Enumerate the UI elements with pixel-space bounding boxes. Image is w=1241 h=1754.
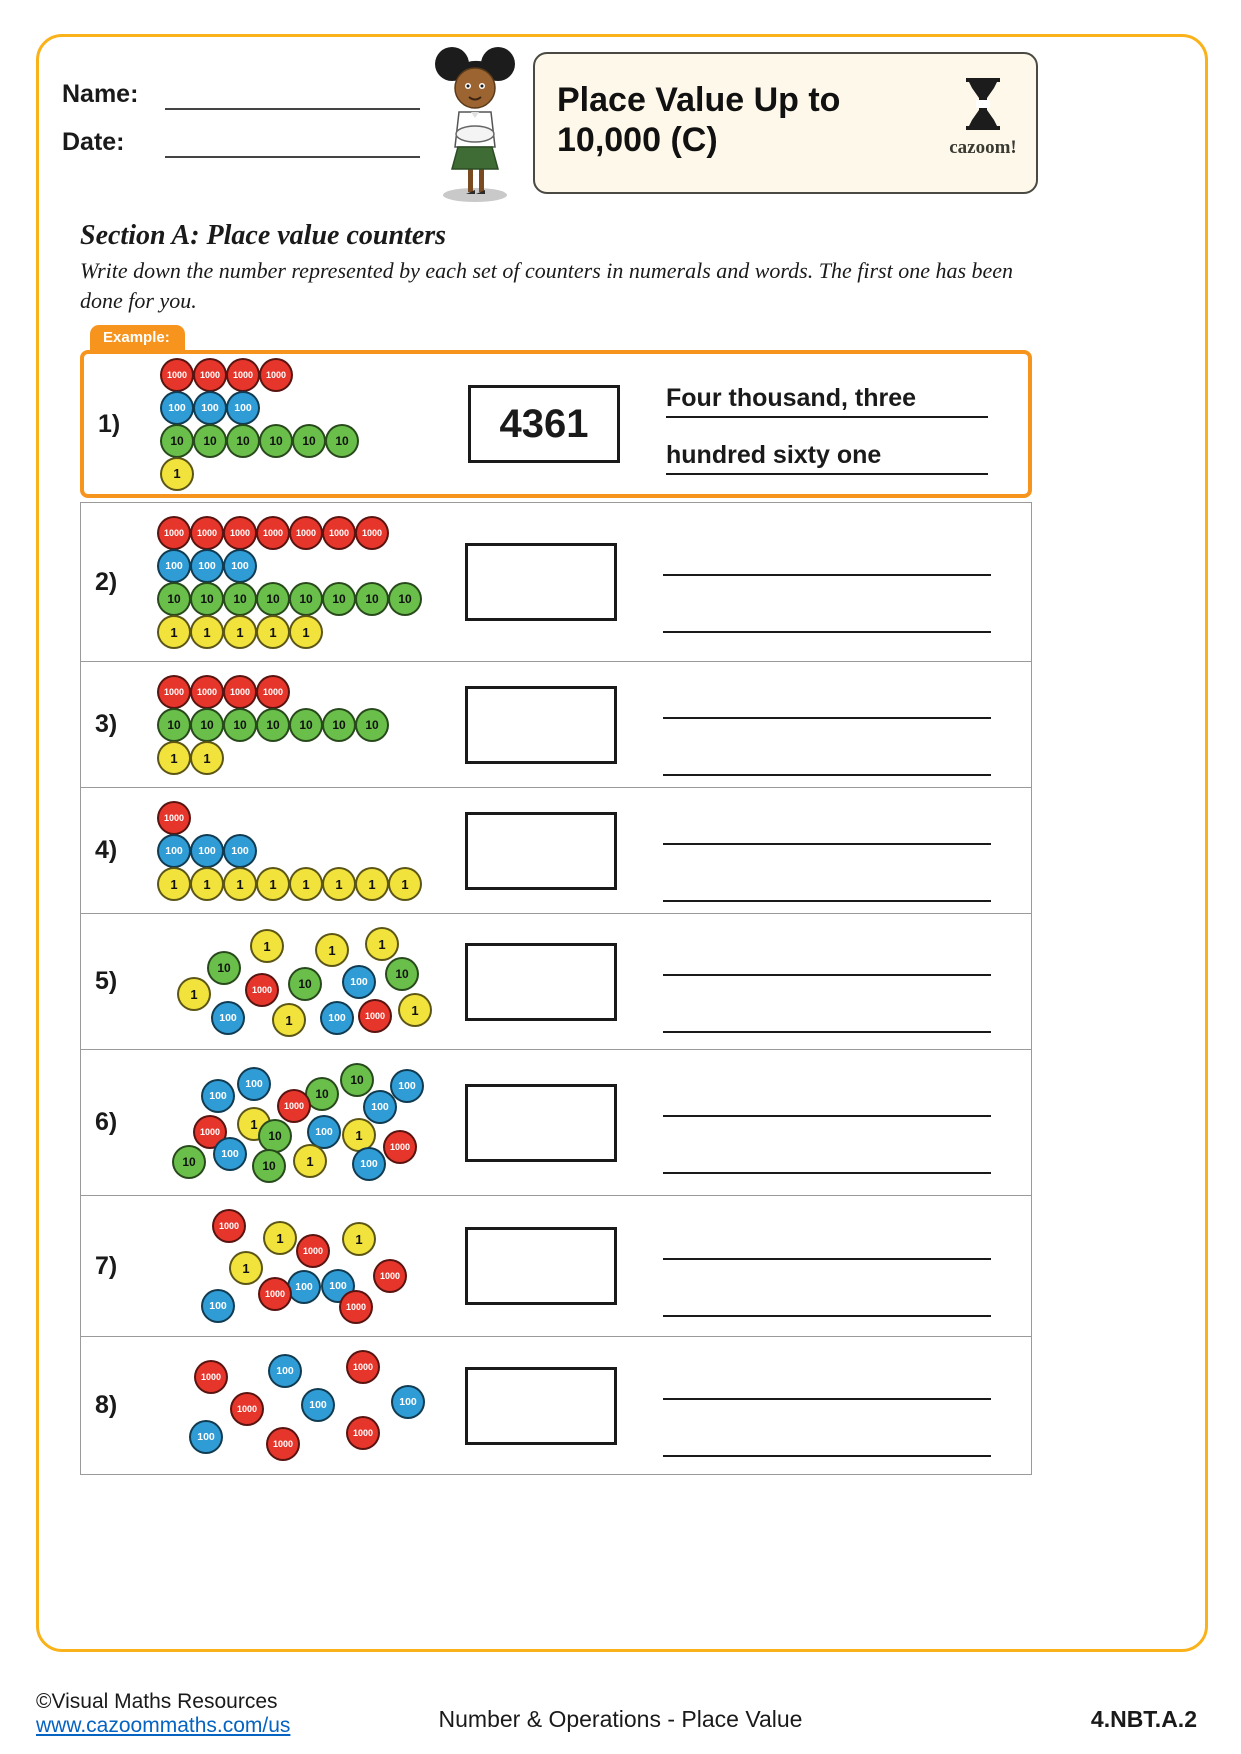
- counter-10: 10: [259, 424, 293, 458]
- copyright-text: ©Visual Maths Resources: [36, 1690, 278, 1713]
- counter-1000: 1000: [194, 1360, 228, 1394]
- counter-10: 10: [322, 708, 356, 742]
- counter-1: 1: [272, 1003, 306, 1037]
- counter-10: 10: [340, 1063, 374, 1097]
- counter-1: 1: [355, 867, 389, 901]
- counter-10: 10: [325, 424, 359, 458]
- counter-1000: 1000: [289, 516, 323, 550]
- counters-area: [153, 1337, 465, 1474]
- counter-1000: 1000: [277, 1089, 311, 1123]
- counter-100: 100: [189, 1420, 223, 1454]
- counter-1000: 1000: [266, 1427, 300, 1461]
- counter-1000: 1000: [223, 675, 257, 709]
- answer-box-wrap: [465, 943, 663, 1021]
- counter-100: 100: [301, 1388, 335, 1422]
- counter-100: 100: [160, 391, 194, 425]
- counter-1: 1: [256, 615, 290, 649]
- example-tab: Example:: [90, 325, 185, 350]
- answer-line: [663, 857, 991, 902]
- counter-100: 100: [342, 965, 376, 999]
- counter-100: 100: [157, 549, 191, 583]
- counters-area: [153, 914, 465, 1049]
- counter-1: 1: [157, 615, 191, 649]
- counter-100: 100: [391, 1385, 425, 1419]
- counter-100: 100: [226, 391, 260, 425]
- counters-area: [156, 354, 468, 494]
- answer-words: [663, 1215, 1031, 1317]
- problem-row: [84, 354, 1028, 494]
- date-label: Date:: [62, 128, 125, 156]
- counter-1000: 1000: [373, 1259, 407, 1293]
- counter-100: 100: [223, 549, 257, 583]
- counter-10: 10: [190, 708, 224, 742]
- counter-10: 10: [226, 424, 260, 458]
- section-instructions: Write down the number represented by each set of counters in numerals and words. The first one has been done for you.: [80, 258, 1014, 313]
- problem-row: [81, 1196, 1031, 1337]
- counter-10: 10: [388, 582, 422, 616]
- counter-1000: 1000: [296, 1234, 330, 1268]
- counter-10: 10: [385, 957, 419, 991]
- counter-100: 100: [320, 1001, 354, 1035]
- counter-1000: 1000: [223, 516, 257, 550]
- footer-center: Number & Operations - Place Value: [438, 1706, 803, 1732]
- counter-1000: 1000: [256, 516, 290, 550]
- question-number: 8): [95, 1391, 118, 1419]
- counter-10: 10: [289, 708, 323, 742]
- counter-1000: 1000: [193, 358, 227, 392]
- counter-10: 10: [258, 1119, 292, 1153]
- footer-standard-code: 4.NBT.A.2: [1090, 1706, 1197, 1732]
- counter-1: 1: [229, 1251, 263, 1285]
- counter-1000: 1000: [383, 1130, 417, 1164]
- answer-box: [465, 543, 617, 621]
- answer-line: [663, 531, 991, 576]
- counters-area: [153, 503, 465, 661]
- answer-box-wrap: [468, 385, 666, 463]
- counter-10: 10: [223, 582, 257, 616]
- counter-1000: 1000: [157, 516, 191, 550]
- counter-100: 100: [287, 1270, 321, 1304]
- counter-1000: 1000: [157, 801, 191, 835]
- counter-100: 100: [190, 834, 224, 868]
- counter-1: 1: [256, 867, 290, 901]
- counter-1000: 1000: [230, 1392, 264, 1426]
- counter-1: 1: [293, 1144, 327, 1178]
- counter-100: 100: [201, 1079, 235, 1113]
- cazoom-logo-text: cazoom!: [949, 137, 1017, 158]
- counter-1000: 1000: [256, 675, 290, 709]
- counter-1000: 1000: [346, 1350, 380, 1384]
- counter-1: 1: [263, 1221, 297, 1255]
- counter-1: 1: [289, 615, 323, 649]
- counter-1: 1: [388, 867, 422, 901]
- problem-row: [81, 1050, 1031, 1196]
- question-number: 3): [95, 710, 118, 738]
- counter-1: 1: [157, 867, 191, 901]
- answer-box-wrap: [465, 1084, 663, 1162]
- answer-line: hundred sixty one: [666, 430, 988, 475]
- answer-words: [663, 931, 1031, 1033]
- answer-line: [663, 674, 991, 719]
- section-heading: Section A: Place value counters: [80, 220, 447, 251]
- counter-100: 100: [223, 834, 257, 868]
- counter-10: 10: [190, 582, 224, 616]
- answer-words: [663, 531, 1031, 633]
- counter-1000: 1000: [245, 973, 279, 1007]
- counter-1000: 1000: [157, 675, 191, 709]
- counter-1: 1: [190, 741, 224, 775]
- worksheet-title: Place Value Up to 10,000 (C): [557, 81, 841, 160]
- problem-row: [81, 788, 1031, 914]
- problem-row: [81, 503, 1031, 662]
- date-line: [165, 156, 420, 158]
- answer-words: [666, 373, 1028, 475]
- counter-1: 1: [398, 993, 432, 1027]
- counter-10: 10: [322, 582, 356, 616]
- counter-10: 10: [172, 1145, 206, 1179]
- counter-1000: 1000: [355, 516, 389, 550]
- answer-words: [663, 800, 1031, 902]
- counter-1000: 1000: [212, 1209, 246, 1243]
- counter-10: 10: [207, 951, 241, 985]
- counter-1000: 1000: [358, 999, 392, 1033]
- answer-box-wrap: [465, 686, 663, 764]
- counters-area: [153, 1196, 465, 1336]
- counter-1000: 1000: [160, 358, 194, 392]
- counter-1: 1: [342, 1222, 376, 1256]
- answer-line: [663, 931, 991, 976]
- problem-row: [81, 914, 1031, 1050]
- answer-line: [663, 1215, 991, 1260]
- question-number: 2): [95, 567, 118, 596]
- answer-line: [663, 800, 991, 845]
- name-line: [165, 108, 420, 110]
- counter-1000: 1000: [322, 516, 356, 550]
- counter-1: 1: [342, 1118, 376, 1152]
- counter-1: 1: [289, 867, 323, 901]
- question-number: 7): [95, 1251, 118, 1280]
- counters-area: [153, 1050, 465, 1195]
- answer-box: [465, 1227, 617, 1305]
- counters-area: [153, 788, 465, 913]
- counter-10: 10: [252, 1149, 286, 1183]
- example-box: [80, 350, 1032, 498]
- answer-line: [663, 988, 991, 1033]
- counter-1: 1: [190, 615, 224, 649]
- name-label: Name:: [62, 80, 139, 108]
- counter-1: 1: [157, 741, 191, 775]
- counter-1: 1: [223, 867, 257, 901]
- counter-100: 100: [321, 1269, 355, 1303]
- answer-box-wrap: [465, 812, 663, 890]
- problem-row: [81, 1337, 1031, 1474]
- answer-line: [663, 588, 991, 633]
- answer-words: [663, 674, 1031, 776]
- answer-box: 4361: [468, 385, 620, 463]
- counter-10: 10: [160, 424, 194, 458]
- counter-1: 1: [315, 933, 349, 967]
- counter-10: 10: [288, 967, 322, 1001]
- answer-line: [663, 1129, 991, 1174]
- counter-1: 1: [177, 977, 211, 1011]
- answer-line: [663, 1272, 991, 1317]
- counter-1: 1: [223, 615, 257, 649]
- answer-words: [663, 1072, 1031, 1174]
- counter-10: 10: [355, 582, 389, 616]
- counter-10: 10: [193, 424, 227, 458]
- problems-table: [80, 502, 1032, 1475]
- counter-1000: 1000: [258, 1277, 292, 1311]
- answer-box: [465, 943, 617, 1021]
- counter-100: 100: [237, 1067, 271, 1101]
- answer-box: [465, 1084, 617, 1162]
- counter-10: 10: [289, 582, 323, 616]
- counter-1000: 1000: [259, 358, 293, 392]
- girl-illustration: [425, 42, 527, 209]
- counter-1000: 1000: [226, 358, 260, 392]
- answer-box: [465, 1367, 617, 1445]
- counter-100: 100: [193, 391, 227, 425]
- answer-words: [663, 1355, 1031, 1457]
- counter-10: 10: [256, 708, 290, 742]
- answer-line: [663, 1355, 991, 1400]
- cazoom-logo-icon: [966, 78, 1000, 130]
- counter-1: 1: [322, 867, 356, 901]
- counter-1000: 1000: [190, 675, 224, 709]
- counter-100: 100: [157, 834, 191, 868]
- counter-10: 10: [223, 708, 257, 742]
- answer-box: [465, 686, 617, 764]
- question-number: 5): [95, 967, 118, 995]
- answer-line: [663, 1412, 991, 1457]
- counter-10: 10: [292, 424, 326, 458]
- counter-10: 10: [305, 1077, 339, 1111]
- counter-1000: 1000: [346, 1416, 380, 1450]
- counter-1: 1: [190, 867, 224, 901]
- answer-box-wrap: [465, 1367, 663, 1445]
- counter-100: 100: [390, 1069, 424, 1103]
- question-number: 1): [98, 409, 121, 438]
- counter-100: 100: [190, 549, 224, 583]
- answer-line: Four thousand, three: [666, 373, 988, 418]
- counter-10: 10: [157, 582, 191, 616]
- counter-100: 100: [352, 1147, 386, 1181]
- answer-line: [663, 1072, 991, 1117]
- question-number: 6): [95, 1108, 118, 1136]
- counter-1: 1: [365, 927, 399, 961]
- counter-10: 10: [256, 582, 290, 616]
- counter-100: 100: [363, 1090, 397, 1124]
- counter-100: 100: [211, 1001, 245, 1035]
- counter-1: 1: [250, 929, 284, 963]
- counter-100: 100: [213, 1137, 247, 1171]
- cazoom-url-link[interactable]: www.cazoommaths.com/us: [36, 1714, 291, 1737]
- answer-line: [663, 731, 991, 776]
- answer-box-wrap: [465, 1227, 663, 1305]
- counter-1000: 1000: [339, 1290, 373, 1324]
- problem-row: [81, 662, 1031, 788]
- worksheet-title-box: [533, 52, 1038, 194]
- question-number: 4): [95, 836, 118, 864]
- cazoom-logo: [944, 78, 1022, 159]
- counter-100: 100: [268, 1354, 302, 1388]
- counter-1: 1: [160, 457, 194, 491]
- counter-1: 1: [237, 1107, 271, 1141]
- counter-10: 10: [355, 708, 389, 742]
- counter-100: 100: [201, 1289, 235, 1323]
- counter-10: 10: [157, 708, 191, 742]
- answer-box: [465, 812, 617, 890]
- counter-1000: 1000: [190, 516, 224, 550]
- counter-1000: 1000: [193, 1115, 227, 1149]
- answer-box-wrap: [465, 543, 663, 621]
- counters-area: [153, 662, 465, 787]
- counter-100: 100: [307, 1115, 341, 1149]
